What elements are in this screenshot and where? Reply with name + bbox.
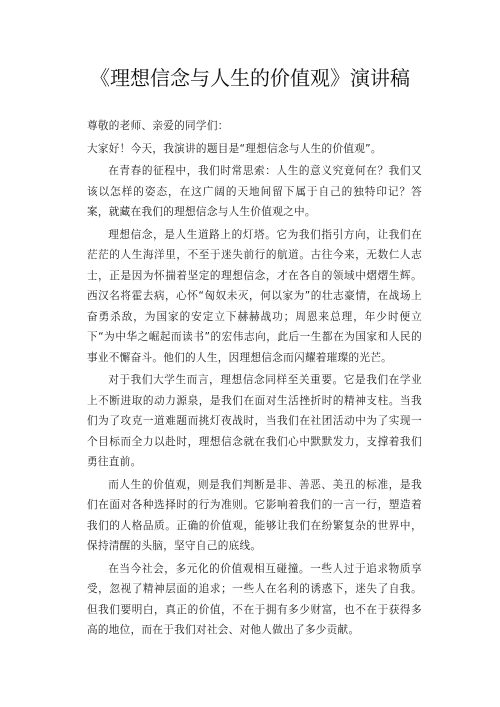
paragraph: 对于我们大学生而言，理想信念同样至关重要。它是我们在学业上不断进取的动力源泉，是我们在面对生活挫折时的精神支柱。当我们为了攻克一道难题而挑灯夜战时，当我们在社团活动中为了实现一个目标而全力以赴时，理想信念就在我们心中默默发力，支撑着我们勇往直前。 <box>87 374 422 468</box>
paragraph: 在青春的征程中，我们时常思索：人生的意义究竟何在？我们又该以怎样的姿态，在这广阔的天地间留下属于自己的独特印记？答案，就藏在我们的理想信念与人生价值观之中。 <box>87 165 422 218</box>
paragraph: 而人生的价值观，则是我们判断是非、善恶、美丑的标准，是我们在面对各种选择时的行为准则。它影响着我们的一言一行，塑造着我们的人格品质。正确的价值观，能够让我们在纷繁复杂的世界中，保持清醒的头脑，坚守自己的底线。 <box>87 478 422 552</box>
greeting: 大家好！今天，我演讲的题目是“理想信念与人生的价值观”。 <box>87 142 382 155</box>
paragraph: 理想信念，是人生道路上的灯塔。它为我们指引方向，让我们在茫茫的人生海洋里，不至于迷失前行的航道。古往今来，无数仁人志士，正是因为怀揣着坚定的理想信念，才在各自的领域中熠熠生辉。西汉名将霍去病，心怀“匈奴未灭，何以家为”的壮志豪情，在战场上奋勇杀敌，为国家的安定立下赫赫战功；周恩来总理，年少时便立下“为中华之崛起而读书”的宏伟志向，此后一生都在为国家和人民的事业不懈奋斗。他们的人生，因理想信念而闪耀着璀璨的光芒。 <box>87 228 422 364</box>
salutation: 尊敬的老师、亲爱的同学们： <box>87 120 229 132</box>
document-body <box>87 116 422 643</box>
document-title: 《理想信念与人生的价值观》演讲稿 <box>90 66 410 90</box>
paragraph: 在当今社会，多元化的价值观相互碰撞。一些人过于追求物质享受，忽视了精神层面的追求；一些人在名利的诱惑下，迷失了自我。但我们要明白，真正的价值，不在于拥有多少财富，也不在于获得多高的地位，而在于我们对社会、对他人做出了多少贡献。 <box>87 562 422 636</box>
